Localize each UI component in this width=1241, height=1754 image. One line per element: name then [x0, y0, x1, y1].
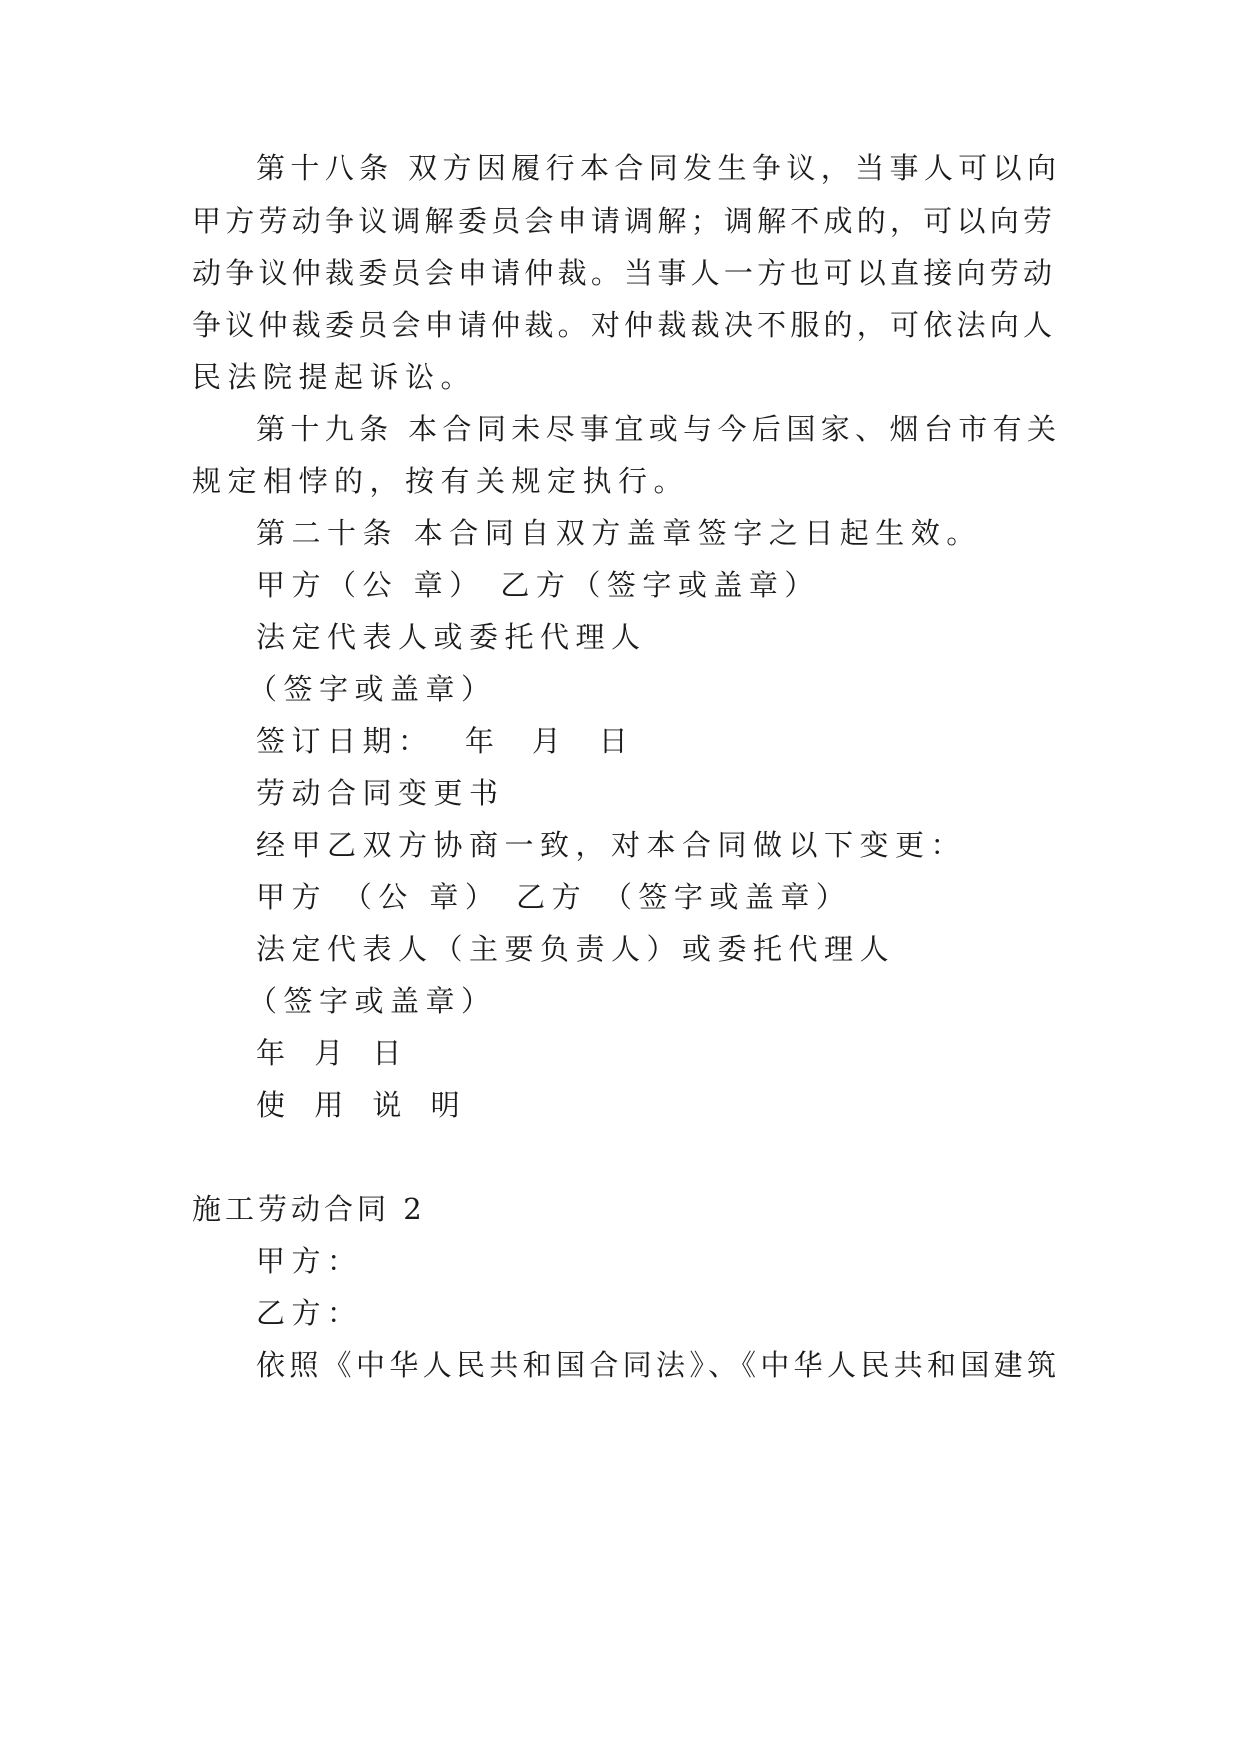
change-book-parties: 甲方 （公 章） 乙方 （签字或盖章） [256, 880, 852, 914]
change-book-date: 年 月 日 [256, 1036, 412, 1070]
change-book-title: 劳动合同变更书 [256, 776, 505, 810]
signature-representative: 法定代表人或委托代理人 [256, 620, 647, 654]
signature-date: 签订日期： 年 月 日 [256, 724, 635, 758]
contract-2-party-a: 甲方： [256, 1244, 363, 1278]
article-18-line-1: 第十八条 双方因履行本合同发生争议，当事人可以向 [256, 151, 1056, 185]
change-book-sign-or-seal: （签字或盖章） [248, 984, 497, 1018]
article-19-line-1: 第十九条 本合同未尽事宜或与今后国家、烟台市有关 [256, 412, 1056, 446]
change-book-representative: 法定代表人（主要负责人）或委托代理人 [256, 932, 896, 966]
article-19-line-2: 规定相悖的，按有关规定执行。 [192, 464, 690, 498]
usage-note-heading: 使 用 说 明 [256, 1088, 470, 1122]
signature-parties: 甲方（公 章） 乙方（签字或盖章） [256, 568, 820, 602]
change-book-intro: 经甲乙双方协商一致，对本合同做以下变更： [256, 828, 967, 862]
article-18-line-3: 动争议仲裁委员会申请仲裁。当事人一方也可以直接向劳动 [192, 256, 1052, 290]
contract-2-basis: 依照《中华人民共和国合同法》、《中华人民共和国建筑 [256, 1348, 1056, 1382]
article-18-line-2: 甲方劳动争议调解委员会申请调解；调解不成的，可以向劳 [192, 204, 1052, 238]
article-18-line-4: 争议仲裁委员会申请仲裁。对仲裁裁决不服的，可依法向人 [192, 308, 1052, 342]
contract-2-title: 施工劳动合同 2 [192, 1192, 426, 1226]
contract-2-party-b: 乙方： [256, 1296, 363, 1330]
signature-sign-or-seal: （签字或盖章） [248, 672, 497, 706]
article-18-line-5: 民法院提起诉讼。 [192, 360, 477, 394]
article-20: 第二十条 本合同自双方盖章签字之日起生效。 [256, 516, 982, 550]
